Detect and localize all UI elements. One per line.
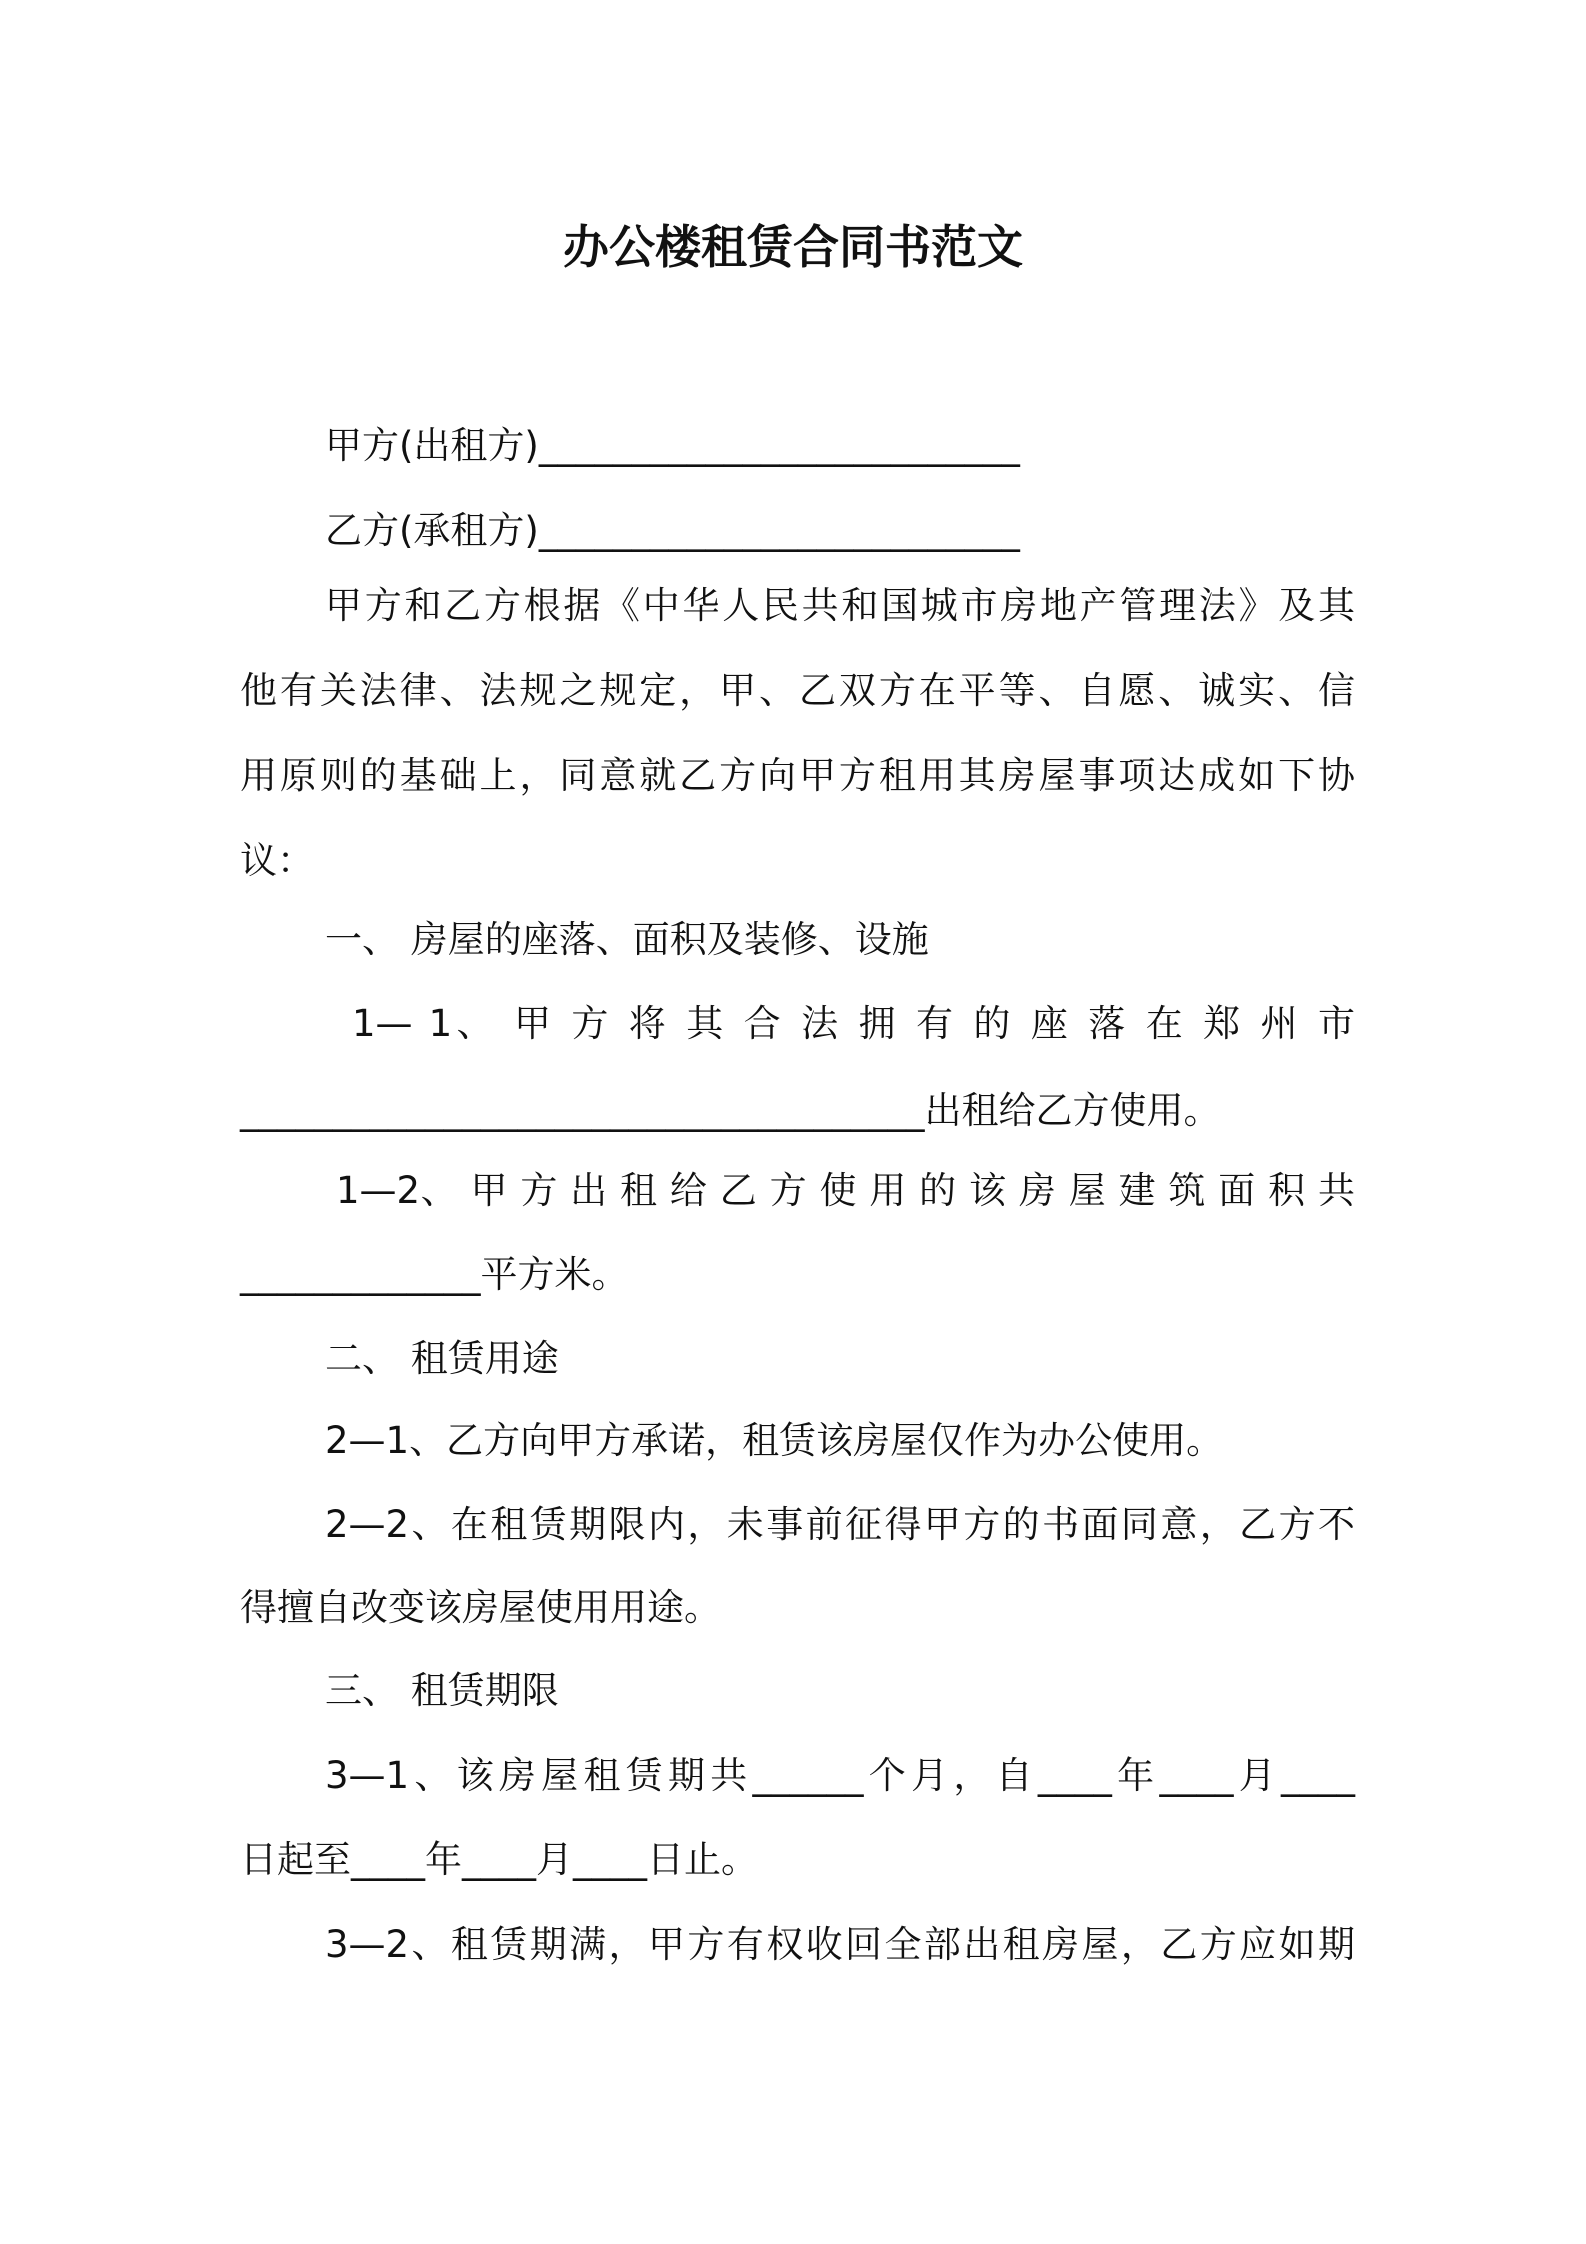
party-b-line: 乙方(承租方)__________________________ [325,509,1020,552]
clause-3-1-line-1: 3—1、该房屋租赁期共______个月，自____年____月____ [325,1754,1355,1797]
clause-2-1: 2—1、乙方向甲方承诺，租赁该房屋仅作为办公使用。 [325,1419,1224,1462]
clause-3-1-line-2: 日起至____年____月____日止。 [240,1838,758,1881]
preamble-line-2: 他有关法律、法规之规定，甲、乙双方在平等、自愿、诚实、信 [240,669,1355,712]
clause-1-2-line-1: 1—2、 甲 方 出 租 给 乙 方 使 用 的 该 房 屋 建 筑 面 积 共 [336,1169,1355,1212]
preamble-line-1: 甲方和乙方根据《中华人民共和国城市房地产管理法》及其 [325,584,1355,627]
party-a-line: 甲方(出租方)__________________________ [325,424,1020,467]
clause-1-2-line-2: _____________平方米。 [240,1253,629,1296]
section-1-heading: 一、 房屋的座落、面积及装修、设施 [325,918,929,961]
clause-1-1-line-2: _____________________________________出租给乙方使用。 [240,1089,1221,1132]
preamble-line-4: 议： [240,839,314,882]
clause-2-2-line-1: 2—2、在租赁期限内，未事前征得甲方的书面同意，乙方不 [325,1503,1355,1546]
section-3-heading: 三、 租赁期限 [325,1669,559,1712]
section-2-heading: 二、 租赁用途 [325,1337,559,1380]
clause-3-2-line-1: 3—2、租赁期满，甲方有权收回全部出租房屋，乙方应如期 [325,1923,1355,1966]
clause-1-1-line-1: 1— 1、 甲 方 将 其 合 法 拥 有 的 座 落 在 郑 州 市 [352,1002,1355,1045]
preamble-line-3: 用原则的基础上，同意就乙方向甲方租用其房屋事项达成如下协 [240,754,1355,797]
document-title: 办公楼租赁合同书范文 [563,220,1023,274]
clause-2-2-line-2: 得擅自改变该房屋使用用途。 [240,1586,721,1629]
